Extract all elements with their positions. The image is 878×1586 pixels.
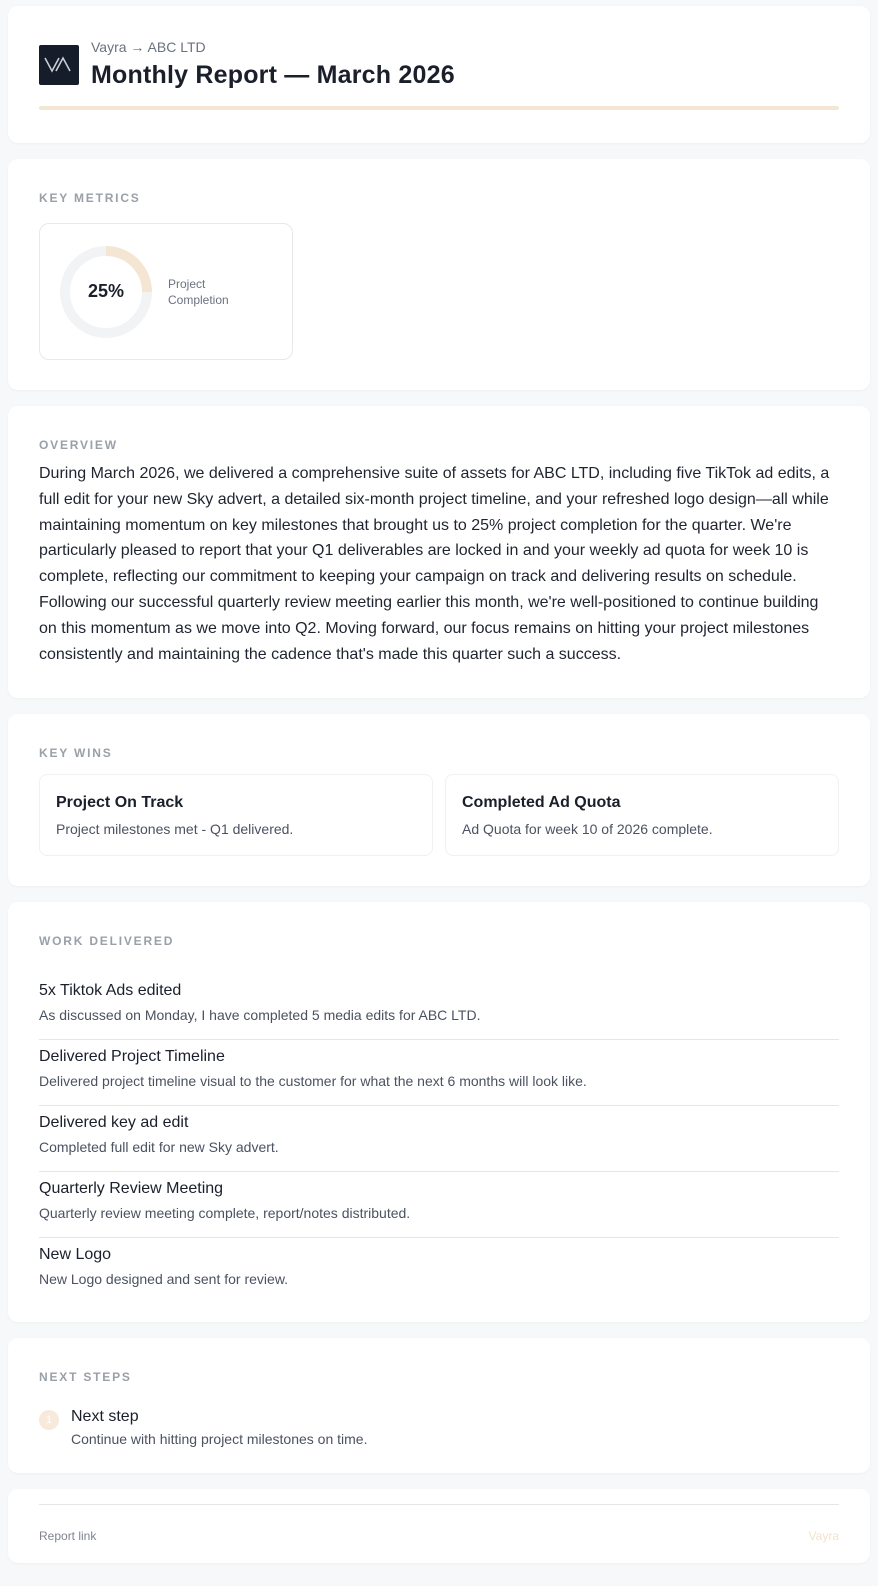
- report-link[interactable]: Report link: [39, 1529, 97, 1543]
- win-title: Project On Track: [56, 794, 184, 811]
- work-item-description: Quarterly review meeting complete, report/notes distributed.: [39, 1205, 411, 1221]
- breadcrumb: Vayra → ABC LTD: [91, 39, 206, 55]
- report-footer: [8, 1489, 870, 1563]
- overview-section: [8, 406, 870, 698]
- vayra-logo-icon: [39, 45, 79, 85]
- win-card: [39, 774, 433, 856]
- step-title: Next step: [71, 1408, 139, 1425]
- header-text: [91, 39, 455, 90]
- win-description: Ad Quota for week 10 of 2026 complete.: [462, 821, 713, 837]
- work-list: [39, 974, 839, 1304]
- work-item-description: Completed full edit for new Sky advert.: [39, 1139, 279, 1155]
- win-description: Project milestones met - Q1 delivered.: [56, 821, 294, 837]
- wins-grid: [39, 774, 839, 856]
- completion-label: Project Completion: [168, 276, 229, 307]
- work-item-title: Delivered key ad edit: [39, 1114, 189, 1131]
- key-wins-section: [8, 714, 870, 886]
- footer-divider: [39, 1504, 839, 1505]
- next-steps-section: [8, 1338, 870, 1473]
- win-card: [445, 774, 839, 856]
- win-title: Completed Ad Quota: [462, 794, 621, 811]
- list-item: [39, 1106, 839, 1172]
- work-item-description: As discussed on Monday, I have completed 5 media edits for ABC LTD.: [39, 1007, 481, 1023]
- work-item-title: Quarterly Review Meeting: [39, 1180, 224, 1197]
- work-delivered-section: [8, 902, 870, 1322]
- list-item: [39, 1238, 839, 1304]
- section-label-key-metrics: KEY METRICS: [39, 191, 141, 205]
- metric-card-project-completion: [39, 223, 293, 360]
- list-item: [39, 1040, 839, 1106]
- footer-row: [39, 1529, 839, 1543]
- accent-divider: [39, 106, 839, 110]
- work-item-title: 5x Tiktok Ads edited: [39, 982, 182, 999]
- section-label-overview: OVERVIEW: [39, 438, 118, 452]
- list-item: [39, 1172, 839, 1238]
- section-label-key-wins: KEY WINS: [39, 746, 113, 760]
- step-content: [71, 1408, 367, 1447]
- overview-text: During March 2026, we delivered a comprehensive suite of assets for ABC LTD, including five TikTok ad edits, a full edit for your new Sky advert, a detailed six-month project timeline, and your refreshed logo design—all while maintaining momentum on key milestones that brought us to 25% project completion for the quarter. We're particularly pleased to report that your Q1 deliverables are locked in and your weekly ad quota for week 10 is complete, reflecting our commitment to keeping your campaign on track and delivering results on schedule. Following our successful quarterly review meeting earlier this month, we're well-positioned to continue building on this momentum as we move into Q2. Moving forward, our focus remains on hitting your project milestones consistently and maintaining the cadence that's made this quarter such a success.: [39, 465, 830, 663]
- work-item-description: New Logo designed and sent for review.: [39, 1271, 289, 1287]
- step-description: Continue with hitting project milestones on time.: [71, 1431, 368, 1447]
- completion-donut-chart: [59, 245, 153, 339]
- footer-brand: Vayra: [808, 1529, 839, 1543]
- list-item: [39, 974, 839, 1040]
- next-step-item: [39, 1408, 839, 1447]
- page-title: Monthly Report — March 2026: [91, 61, 455, 89]
- work-item-title: Delivered Project Timeline: [39, 1048, 225, 1065]
- header-row: [39, 39, 839, 90]
- section-label-work-delivered: WORK DELIVERED: [39, 934, 175, 948]
- step-number-badge: 1: [39, 1410, 59, 1430]
- section-label-next-steps: NEXT STEPS: [39, 1370, 132, 1384]
- work-item-title: New Logo: [39, 1246, 112, 1263]
- key-metrics-section: [8, 159, 870, 390]
- completion-value: 25%: [87, 281, 125, 301]
- report-header: [8, 6, 870, 143]
- work-item-description: Delivered project timeline visual to the customer for what the next 6 months will look like.: [39, 1073, 587, 1089]
